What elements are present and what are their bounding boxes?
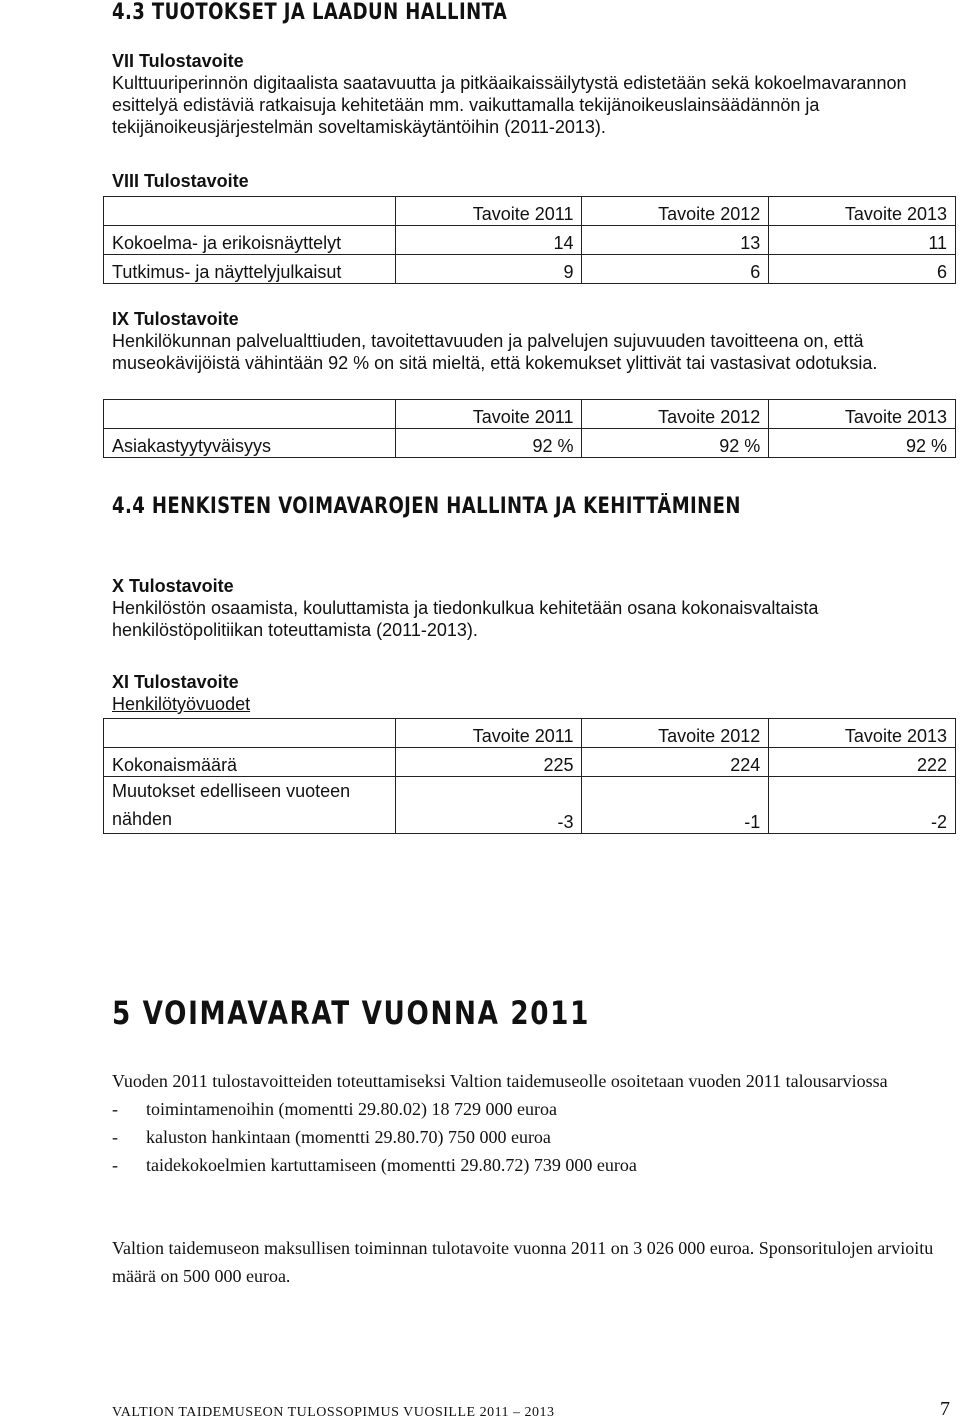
table-cell: 222	[769, 748, 956, 777]
table-cell: 92 %	[395, 429, 582, 458]
table-cell: 6	[769, 255, 956, 284]
table-cell: Muutokset edelliseen vuoteen nähden	[104, 777, 396, 834]
table-cell: 11	[769, 226, 956, 255]
list-item	[112, 1095, 952, 1123]
table-header-cell: Tavoite 2012	[582, 719, 769, 748]
table-header-cell: Tavoite 2011	[395, 400, 582, 429]
section-heading-4-4: 4.4 HENKISTEN VOIMAVAROJEN HALLINTA JA KEHITTÄMINEN	[112, 494, 741, 519]
table-row	[104, 777, 956, 834]
goal-xi-table	[103, 718, 956, 834]
table-header-cell: Tavoite 2011	[395, 197, 582, 226]
list-bullet: -	[112, 1155, 118, 1175]
table-cell: Asiakastyytyväisyys	[104, 429, 396, 458]
table-header-cell: Tavoite 2011	[395, 719, 582, 748]
goal-x-text: Henkilöstön osaamista, kouluttamista ja tiedonkulkua kehitetään osana kokonaisvaltaista henkilöstöpolitiikan toteuttamista (2011-2013).	[112, 598, 819, 640]
list-item	[112, 1151, 952, 1179]
table-header-row	[104, 719, 956, 748]
list-item-text: toimintamenoihin (momentti 29.80.02) 18 729 000 euroa	[146, 1099, 557, 1119]
table-cell: 224	[582, 748, 769, 777]
table-cell: 14	[395, 226, 582, 255]
list-bullet: -	[112, 1127, 118, 1147]
goal-ix-table	[103, 399, 956, 458]
table-cell: -2	[769, 777, 956, 834]
section-5-closing: Valtion taidemuseon maksullisen toiminnan tulotavoite vuonna 2011 on 3 026 000 euroa. Sponsoritulojen arvioitu määrä on 500 000 euroa.	[112, 1238, 934, 1286]
goal-ix	[112, 308, 952, 374]
list-item	[112, 1123, 952, 1151]
table-row	[104, 226, 956, 255]
table-row	[104, 748, 956, 777]
goal-xi-title: XI Tulostavoite	[112, 672, 239, 692]
table-cell: -3	[395, 777, 582, 834]
goal-viii-table	[103, 196, 956, 284]
table-header-cell: Tavoite 2013	[769, 400, 956, 429]
goal-vii-title: VII Tulostavoite	[112, 51, 244, 71]
goal-ix-text: Henkilökunnan palvelualttiuden, tavoitettavuuden ja palvelujen sujuvuuden tavoitteena on, että museokävijöistä vähintään 92 % on sitä mieltä, että kokemukset ylittivät tai vastasivat odotuksia.	[112, 331, 878, 373]
table-header-cell: Tavoite 2013	[769, 719, 956, 748]
table-cell: 92 %	[582, 429, 769, 458]
table-cell: 13	[582, 226, 769, 255]
table-cell: 6	[582, 255, 769, 284]
goal-ix-title: IX Tulostavoite	[112, 309, 239, 329]
goal-vii	[112, 50, 952, 138]
table-cell: 9	[395, 255, 582, 284]
table-cell: Kokoelma- ja erikoisnäyttelyt	[104, 226, 396, 255]
table-header-row	[104, 197, 956, 226]
goal-x	[112, 575, 952, 641]
goal-xi	[112, 671, 952, 715]
table-row	[104, 429, 956, 458]
table-cell: Tutkimus- ja näyttelyjulkaisut	[104, 255, 396, 284]
page-number: 7	[940, 1398, 950, 1420]
list-item-text: taidekokoelmien kartuttamiseen (momentti 29.80.72) 739 000 euroa	[146, 1155, 637, 1175]
table-header-cell	[104, 719, 396, 748]
table-header-cell: Tavoite 2013	[769, 197, 956, 226]
goal-x-title: X Tulostavoite	[112, 576, 234, 596]
table-header-cell	[104, 400, 396, 429]
list-bullet: -	[112, 1099, 118, 1119]
section-heading-5: 5 VOIMAVARAT VUONNA 2011	[112, 994, 590, 1032]
table-header-row	[104, 400, 956, 429]
table-cell: 225	[395, 748, 582, 777]
table-header-cell: Tavoite 2012	[582, 197, 769, 226]
goal-viii-title: VIII Tulostavoite	[112, 171, 249, 191]
section-5-intro: Vuoden 2011 tulostavoitteiden toteuttamiseksi Valtion taidemuseolle osoitetaan vuoden 2011 talousarviossa	[112, 1071, 888, 1091]
table-header-cell	[104, 197, 396, 226]
table-cell: 92 %	[769, 429, 956, 458]
section-5-body	[112, 1067, 952, 1179]
table-header-cell: Tavoite 2012	[582, 400, 769, 429]
goal-vii-text: Kulttuuriperinnön digitaalista saatavuutta ja pitkäaikaissäilytystä edistetään sekä kokoelmavarannon esittelyä edistäviä ratkaisuja kehitetään mm. vaikuttamalla tekijänoikeuslainsäädännön ja tekijänoikeusjärjestelmän soveltamiskäytäntöihin (2011-2013).	[112, 73, 907, 137]
table-cell: Kokonaismäärä	[104, 748, 396, 777]
goal-xi-subtitle: Henkilötyövuodet	[112, 694, 251, 714]
section-heading-4-3: 4.3 TUOTOKSET JA LAADUN HALLINTA	[112, 0, 508, 25]
table-cell: -1	[582, 777, 769, 834]
table-row	[104, 255, 956, 284]
list-item-text: kaluston hankintaan (momentti 29.80.70) 750 000 euroa	[146, 1127, 551, 1147]
page-footer: VALTION TAIDEMUSEON TULOSSOPIMUS VUOSILLE 2011 – 2013	[112, 1405, 555, 1420]
